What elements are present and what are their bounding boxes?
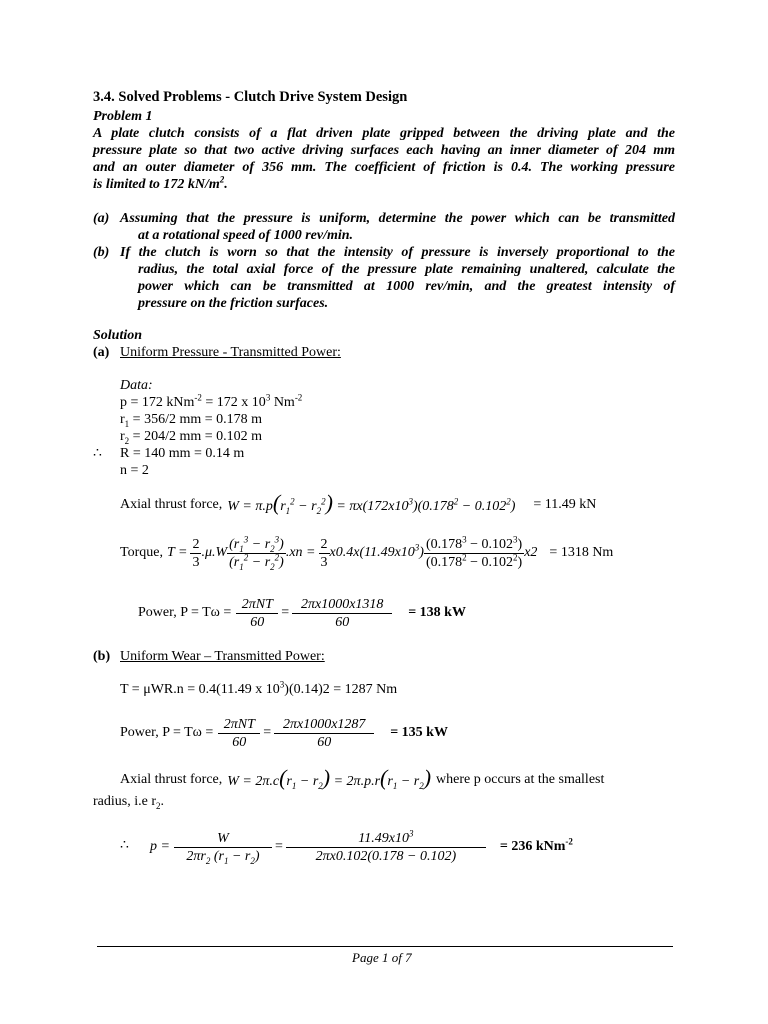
task-b-line-2: radius, the total axial force of the pressure plate remaining unaltered, calculate the [138, 262, 675, 277]
pressure-result: = 236 kNm$^{-2}$ [499, 836, 573, 854]
problem-line-4: is limited to 172 $kN/m^2$. [93, 174, 228, 192]
task-a-label: (a) [93, 211, 110, 226]
task-b-line-3: power which can be transmitted at 1000 rev/min, and the greatest intensity of [138, 279, 675, 294]
power-a-equation: Power, P = Tω = $\frac{\text{2πNT}}{60}$ = $\frac{2\pi x1000x1318}{60}$ = 138 kW [138, 596, 466, 630]
section-title: 3.4. Solved Problems - Clutch Drive System Design [93, 89, 408, 105]
axial-label: Axial thrust force, [120, 497, 223, 512]
problem-line-1: A plate clutch consists of a flat driven plate gripped between the driving plate and the [93, 126, 675, 141]
part-b-heading: Uniform Wear – Transmitted Power: [120, 649, 325, 664]
pressure-den2: 2πx0.102(0.178 − 0.102) [286, 847, 486, 865]
power-b-num1: 2πNT [223, 716, 255, 732]
data-label: Data: [120, 378, 153, 393]
power-b-den1: 60 [218, 733, 260, 751]
page-number: Page 1 of 7 [352, 950, 412, 965]
axial-thrust-equation [120, 490, 597, 516]
r2-data-line: $r_2 = 204/2$ mm = 0.102 m [120, 429, 263, 446]
therefore-symbol: ∴ [93, 446, 102, 461]
power-b-equation: Power, P = Tω = $\frac{\text{2πNT}}{60}$ = $\frac{2\pi x1000x1287}{60}$ = 135 kW [120, 716, 448, 750]
problem-line-3: and an outer diameter of 356 mm. The coefficient of friction is 0.4. The working pressure [93, 160, 675, 175]
problem-title: Problem 1 [93, 109, 153, 124]
power-a-num1: 2πNT [241, 596, 273, 612]
axial-b-line-2: radius, i.e $r_2$. [93, 794, 164, 811]
torque-result: = 1318 Nm [549, 545, 614, 560]
axial-result: = 11.49 kN [533, 497, 597, 512]
footer-rule [97, 946, 673, 947]
pressure-num1: W [217, 830, 229, 846]
power-a-num2: 2πx1000x1318 [300, 596, 384, 612]
task-b-line-4: pressure on the friction surfaces. [138, 296, 329, 311]
solution-title: Solution [93, 328, 143, 343]
pressure-num2: 11.49x10 [358, 830, 409, 846]
axial-formula: $W = \pi.p(r_1^2 - r_2^2) = \pi x(172x10^3)(0.178^2 - 0.102^2)$ [227, 490, 516, 516]
task-b-label: (b) [93, 245, 110, 260]
power-b-label: Power, P = Tω = [120, 725, 214, 740]
part-a-heading: Uniform Pressure - Transmitted Power: [120, 345, 341, 360]
power-a-label: Power, P = Tω = [138, 605, 232, 620]
problem-line-2: pressure plate so that two active driving surfaces each having an inner diameter of 204 mm [93, 143, 675, 158]
pressure-equation: p = $\frac{W}{2\pi r_2 (r_1 - r_2)}$ = $\frac{11.49x10^3}{2\pi x0.102(0.178 - 0.102)}$ = 236 kNm$^{-2}$ [150, 827, 573, 866]
power-b-num2: 2πx1000x1287 [282, 716, 366, 732]
pressure-data-line: p = 172 kNm$^{-2}$ = 172 x $10^3$ $Nm^{-2}$ [120, 392, 303, 410]
n-data-line: n = 2 [120, 463, 149, 478]
r1-data-line: $r_1 = 356/2$ mm = 0.178 m [120, 412, 263, 429]
power-a-den1: 60 [236, 613, 278, 631]
task-b-line-1: If the clutch is worn so that the intensity of pressure is inversely proportional to the [120, 245, 675, 260]
task-a-line-1: Assuming that the pressure is uniform, determine the power which can be transmitted [120, 211, 675, 226]
torque-b-equation: T = μWR.n = 0.4(11.49 x $10^3)(0.14)2 = 1287$ Nm [120, 679, 398, 697]
torque-equation: Torque, T = $\frac{2}{3}$ .μ.W $\frac{(r_1^3 - r_2^3)}{(r_1^2 - r_2^2)}$ .xn = $\frac{2}{3}$ $x0.4x(11.49x10^3)$ $\frac{(0.178^3 - 0.102^3)}{(0.178^2 - 0.102^2)}$ x2 = 1318 Nm [120, 533, 614, 572]
task-a-line-2: at a rotational speed of 1000 rev/min. [138, 228, 354, 243]
power-a-den2: 60 [292, 613, 392, 631]
axial-b-equation: Axial thrust force, $W = 2\pi.c(r_1 - r_2) = 2\pi.p.r(r_1 - r_2)$ where p occurs at the smallest [120, 765, 605, 791]
axial-b-suffix: where p occurs at the smallest [436, 772, 605, 787]
part-a-label: (a) [93, 345, 110, 360]
torque-label: Torque, [120, 545, 163, 560]
power-b-result: = 135 kW [390, 725, 448, 740]
part-b-label: (b) [93, 649, 111, 664]
axial-b-label: Axial thrust force, [120, 772, 223, 787]
power-b-den2: 60 [274, 733, 374, 751]
therefore-symbol-2: ∴ [120, 838, 129, 853]
R-data-line: R = 140 mm = 0.14 m [120, 446, 245, 461]
power-a-result: = 138 kW [408, 605, 466, 620]
